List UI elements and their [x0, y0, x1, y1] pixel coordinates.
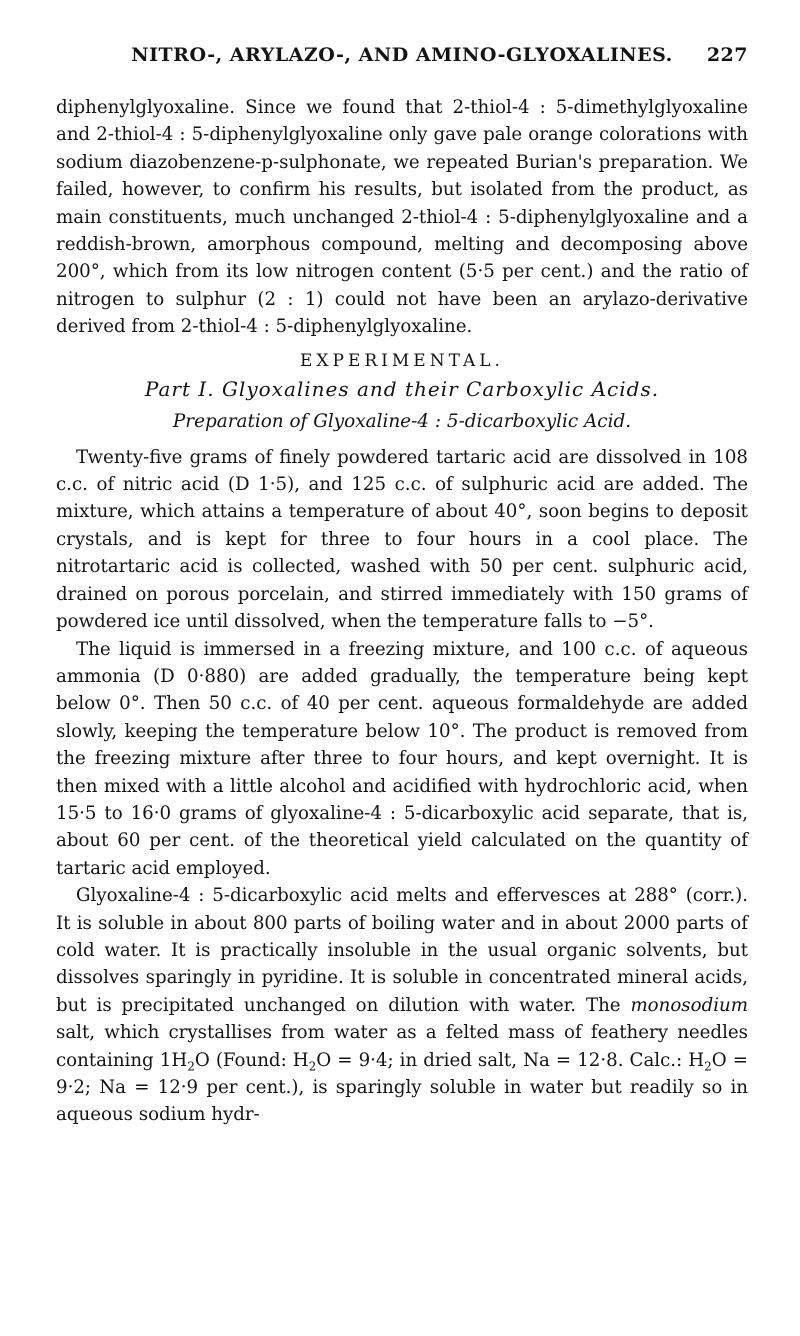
running-title: NITRO-, ARYLAZO-, AND AMINO-GLYOXALINES.: [131, 44, 673, 66]
para4-text-e: O = 9·2; Na = 12·9 per cent.), is sparingly soluble in water but readily so in aqueous sodium hydr-: [56, 1049, 749, 1126]
running-header: [56, 44, 748, 72]
subscript-2: 2: [704, 1059, 712, 1074]
mono-sodium-italic: monosodium: [630, 994, 748, 1016]
page-number: 227: [706, 44, 748, 66]
paragraph-dicarboxylic-acid-properties: [56, 882, 748, 1129]
paragraph-burian-preparation: diphenylglyoxaline. Since we found that 2-thiol-4 : 5-dimethylglyoxaline and 2-thiol-4 : 5-diphenylglyoxaline only gave pale orange colorations with sodium diazobenzene-p-sulphonate, we repeated Burian's preparation. We failed, however, to confirm his results, but isolated from the product, as main constituents, much unchanged 2-thiol-4 : 5-diphenylglyoxaline and a reddish-brown, amorphous compound, melting and decomposing above 200°, which from its low nitrogen content (5·5 per cent.) and the ratio of nitrogen to sulphur (2 : 1) could not have been an arylazo-derivative derived from 2-thiol-4 : 5-diphenylglyoxaline.: [56, 97, 748, 338]
para4-text-c: O (Found: H: [194, 1049, 309, 1071]
section-heading-experimental: EXPERIMENTAL.: [300, 350, 504, 371]
paragraph-freezing-mixture: The liquid is immersed in a freezing mixture, and 100 c.c. of aqueous ammonia (D 0·880) are added gradually, the temperature being kept below 0°. Then 50 c.c. of 40 per cent. aqueous formaldehyde are added slowly, keeping the temperature below 10°. The product is removed from the freezing mixture after three to four hours, and kept overnight. It is then mixed with a little alcohol and acidified with hydrochloric acid, when 15·5 to 16·0 grams of glyoxaline-4 : 5-dicarboxylic acid separate, that is, about 60 per cent. of the theoretical yield calculated on the quantity of tartaric acid employed.: [56, 638, 748, 879]
para4-text-a: Glyoxaline-4 : 5-dicarboxylic acid melts and effervesces at 288° (corr.). It is soluble in about 800 parts of boiling water and in about 2000 parts of cold water. It is practically insoluble in the usual organic solvents, but dissolves sparingly in pyridine. It is soluble in concentrated mineral acids, but is precipitated unchanged on dilution with water. The: [56, 885, 748, 1016]
paragraph-nitrotartaric-acid: Twenty-five grams of finely powdered tartaric acid are dissolved in 108 c.c. of nitric acid (D 1·5), and 125 c.c. of sulphuric acid are added. The mixture, which attains a temperature of about 40°, soon begins to deposit crystals, and is kept for three to four hours in a cool place. The nitrotartaric acid is collected, washed with 50 per cent. sulphuric acid, drained on porous porcelain, and stirred immediately with 150 grams of powdered ice until dissolved, when the temperature falls to −5°.: [56, 446, 748, 633]
part-heading: Part I. Glyoxalines and their Carboxylic Acids.: [144, 376, 660, 401]
para4-text-b: salt, which crystallises from water as a felted mass of feathery needles containing 1H: [56, 1022, 748, 1071]
subsection-heading: Preparation of Glyoxaline-4 : 5-dicarboxylic Acid.: [172, 410, 632, 432]
para4-text-d: O = 9·4; in dried salt, Na = 12·8. Calc.: H: [316, 1049, 705, 1071]
subscript-2: 2: [308, 1059, 317, 1074]
subscript-2: 2: [187, 1059, 195, 1074]
